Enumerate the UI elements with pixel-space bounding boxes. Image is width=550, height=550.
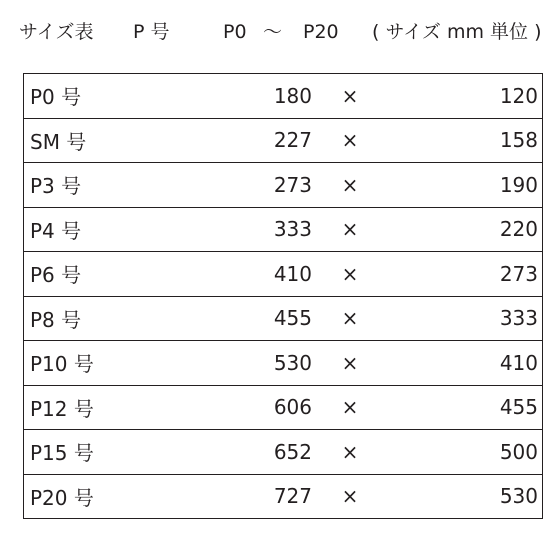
size-name-cell: P12 号: [24, 385, 161, 430]
size-table-body: [24, 74, 543, 519]
width-cell: 273: [160, 163, 312, 208]
size-name-cell: P3 号: [24, 163, 161, 208]
width-cell: 227: [160, 118, 312, 163]
table-row: [24, 341, 543, 386]
series-label: P 号: [133, 21, 170, 43]
height-cell: 500: [380, 430, 543, 475]
size-name-cell: P6 号: [24, 252, 161, 297]
height-cell: 333: [380, 296, 543, 341]
unit-note: ( サイズ mm 単位 ): [372, 21, 542, 43]
width-cell: 180: [160, 74, 312, 119]
height-cell: 220: [380, 207, 543, 252]
table-row: [24, 74, 543, 119]
size-table-header: [0, 17, 550, 47]
times-sign: ×: [312, 296, 380, 341]
height-cell: 158: [380, 118, 543, 163]
height-cell: 190: [380, 163, 543, 208]
times-sign: ×: [312, 118, 380, 163]
height-cell: 120: [380, 74, 543, 119]
times-sign: ×: [312, 252, 380, 297]
height-cell: 455: [380, 385, 543, 430]
times-sign: ×: [312, 207, 380, 252]
table-row: [24, 430, 543, 475]
range-end: P20: [303, 21, 339, 43]
size-name-cell: SM 号: [24, 118, 161, 163]
times-sign: ×: [312, 74, 380, 119]
page-title: サイズ表: [19, 21, 94, 43]
size-name-cell: P15 号: [24, 430, 161, 475]
size-name-cell: P20 号: [24, 474, 161, 519]
table-row: [24, 474, 543, 519]
width-cell: 455: [160, 296, 312, 341]
range-separator: 〜: [263, 21, 283, 43]
table-row: [24, 207, 543, 252]
width-cell: 727: [160, 474, 312, 519]
size-name-cell: P8 号: [24, 296, 161, 341]
table-row: [24, 118, 543, 163]
table-row: [24, 385, 543, 430]
height-cell: 530: [380, 474, 543, 519]
times-sign: ×: [312, 385, 380, 430]
height-cell: 410: [380, 341, 543, 386]
width-cell: 530: [160, 341, 312, 386]
width-cell: 410: [160, 252, 312, 297]
times-sign: ×: [312, 163, 380, 208]
range-start: P0: [223, 21, 247, 43]
height-cell: 273: [380, 252, 543, 297]
size-name-cell: P4 号: [24, 207, 161, 252]
size-table: [23, 73, 543, 519]
width-cell: 333: [160, 207, 312, 252]
size-name-cell: P0 号: [24, 74, 161, 119]
table-row: [24, 252, 543, 297]
table-row: [24, 296, 543, 341]
times-sign: ×: [312, 341, 380, 386]
width-cell: 606: [160, 385, 312, 430]
times-sign: ×: [312, 430, 380, 475]
size-name-cell: P10 号: [24, 341, 161, 386]
table-row: [24, 163, 543, 208]
times-sign: ×: [312, 474, 380, 519]
width-cell: 652: [160, 430, 312, 475]
